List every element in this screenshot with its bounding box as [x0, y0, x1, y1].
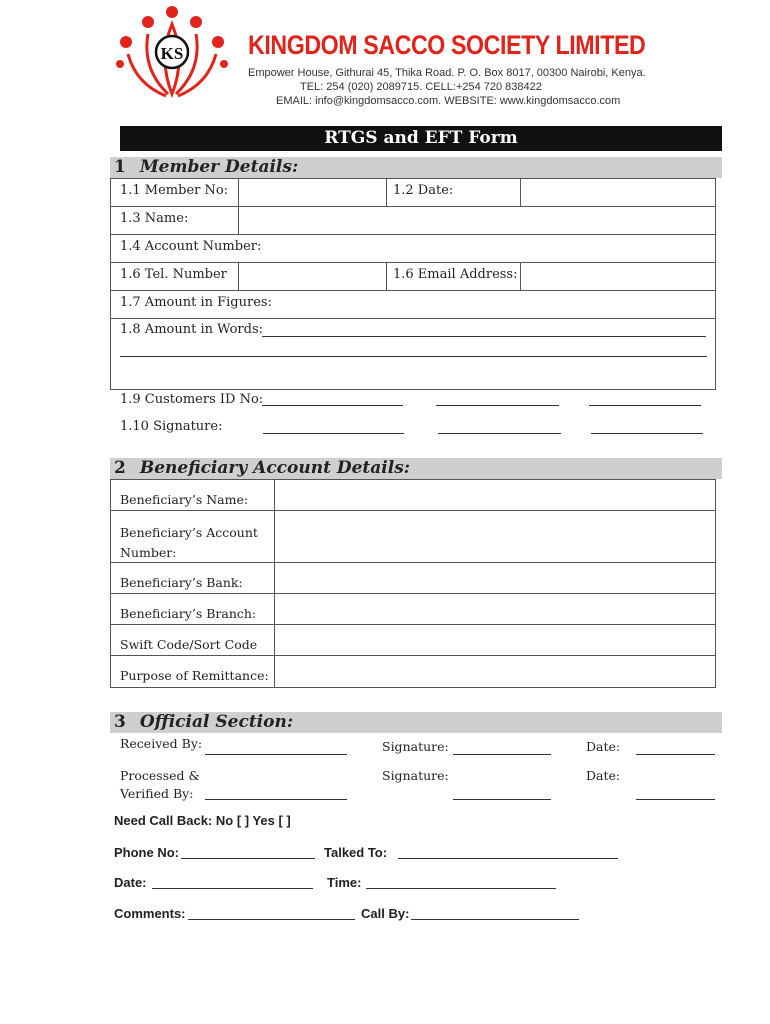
swift-code-label: Swift Code/Sort Code: [120, 637, 258, 652]
member-no-label: 1.1 Member No:: [120, 183, 229, 198]
amount-words-label: 1.8 Amount in Words:: [120, 322, 264, 337]
phone-no-field[interactable]: [181, 858, 315, 859]
tel-number-label: 1.6 Tel. Number: [120, 267, 227, 282]
time-label: Time:: [327, 875, 362, 890]
signature-field[interactable]: [263, 433, 404, 434]
tel-number-field[interactable]: [239, 263, 385, 290]
footer-date-label: Date:: [114, 875, 147, 890]
customers-id-field-3[interactable]: [589, 405, 701, 406]
beneficiary-account-field[interactable]: [275, 511, 713, 562]
processed-label-line1: Processed &: [120, 768, 200, 783]
date-1-field[interactable]: [636, 754, 715, 755]
received-by-label: Received By:: [120, 736, 203, 751]
amount-figures-field[interactable]: [270, 291, 713, 318]
beneficiary-branch-field[interactable]: [275, 594, 713, 624]
date-2-label: Date:: [586, 768, 621, 783]
member-no-field[interactable]: [239, 179, 385, 206]
amount-words-field-line2[interactable]: [120, 356, 707, 357]
swift-code-field[interactable]: [275, 625, 713, 655]
section-3-header: [110, 712, 722, 733]
section-1-header: [110, 157, 722, 178]
beneficiary-account-label: Beneficiary’s Account Number:: [120, 525, 258, 560]
signature-label: 1.10 Signature:: [120, 419, 223, 434]
section-1-title: Member Details:: [139, 157, 299, 177]
purpose-remittance-field[interactable]: [275, 656, 713, 686]
call-by-label: Call By:: [361, 906, 410, 921]
form-title: RTGS and EFT Form: [120, 126, 722, 151]
org-address: Empower House, Githurai 45, Thika Road. P. O. Box 8017, 00300 Nairobi, Kenya.: [248, 67, 646, 79]
customers-id-field-2[interactable]: [436, 405, 559, 406]
date-label: 1.2 Date:: [393, 183, 454, 198]
section-3-title: Official Section:: [139, 712, 294, 732]
time-field[interactable]: [366, 888, 556, 889]
section-1-number: 1: [114, 157, 126, 177]
talked-to-field[interactable]: [398, 858, 618, 859]
email-address-field[interactable]: [521, 263, 713, 290]
org-name: KINGDOM SACCO SOCIETY LIMITED: [248, 30, 646, 60]
beneficiary-name-field[interactable]: [275, 480, 713, 510]
received-by-field[interactable]: [205, 754, 347, 755]
beneficiary-bank-field[interactable]: [275, 563, 713, 593]
beneficiary-branch-label: Beneficiary’s Branch:: [120, 606, 257, 621]
section-2-header: [110, 458, 722, 479]
comments-label: Comments:: [114, 906, 186, 921]
call-by-field[interactable]: [411, 919, 579, 920]
signature-field-3[interactable]: [591, 433, 703, 434]
date-2-field[interactable]: [636, 799, 715, 800]
section-2-number: 2: [114, 458, 126, 478]
name-field[interactable]: [239, 207, 713, 234]
talked-to-label: Talked To:: [324, 845, 388, 860]
section-3-number: 3: [114, 712, 126, 732]
processed-label-line2: Verified By:: [120, 786, 194, 801]
customers-id-label: 1.9 Customers ID No:: [120, 392, 264, 407]
section-2-title: Beneficiary Account Details:: [139, 458, 411, 478]
crown-logo-icon: [108, 4, 236, 104]
beneficiary-bank-label: Beneficiary’s Bank:: [120, 575, 243, 590]
account-number-label: 1.4 Account Number:: [120, 239, 262, 254]
signature-2-label: Signature:: [382, 768, 449, 783]
customers-id-field[interactable]: [262, 405, 403, 406]
amount-figures-label: 1.7 Amount in Figures:: [120, 295, 272, 310]
email-address-label: 1.6 Email Address:: [393, 267, 518, 282]
comments-field[interactable]: [188, 919, 355, 920]
org-phone: TEL: 254 (020) 2089715. CELL:+254 720 838422: [300, 81, 542, 93]
phone-no-label: Phone No:: [114, 845, 179, 860]
need-call-back-label: Need Call Back: No [ ] Yes [ ]: [114, 813, 291, 828]
logo-monogram: KS: [160, 44, 184, 63]
signature-field-2[interactable]: [438, 433, 561, 434]
signature-1-field[interactable]: [453, 754, 551, 755]
account-number-field[interactable]: [262, 235, 713, 262]
beneficiary-name-label: Beneficiary’s Name:: [120, 492, 249, 507]
org-email: EMAIL: info@kingdomsacco.com. WEBSITE: www.kingdomsacco.com: [276, 95, 621, 107]
amount-words-field[interactable]: [262, 336, 706, 337]
date-field[interactable]: [521, 179, 713, 206]
name-label: 1.3 Name:: [120, 211, 189, 226]
footer-date-field[interactable]: [152, 888, 313, 889]
date-1-label: Date:: [586, 739, 621, 754]
signature-1-label: Signature:: [382, 739, 449, 754]
purpose-remittance-label: Purpose of Remittance:: [120, 668, 269, 683]
processed-by-field[interactable]: [205, 799, 347, 800]
signature-2-field[interactable]: [453, 799, 551, 800]
